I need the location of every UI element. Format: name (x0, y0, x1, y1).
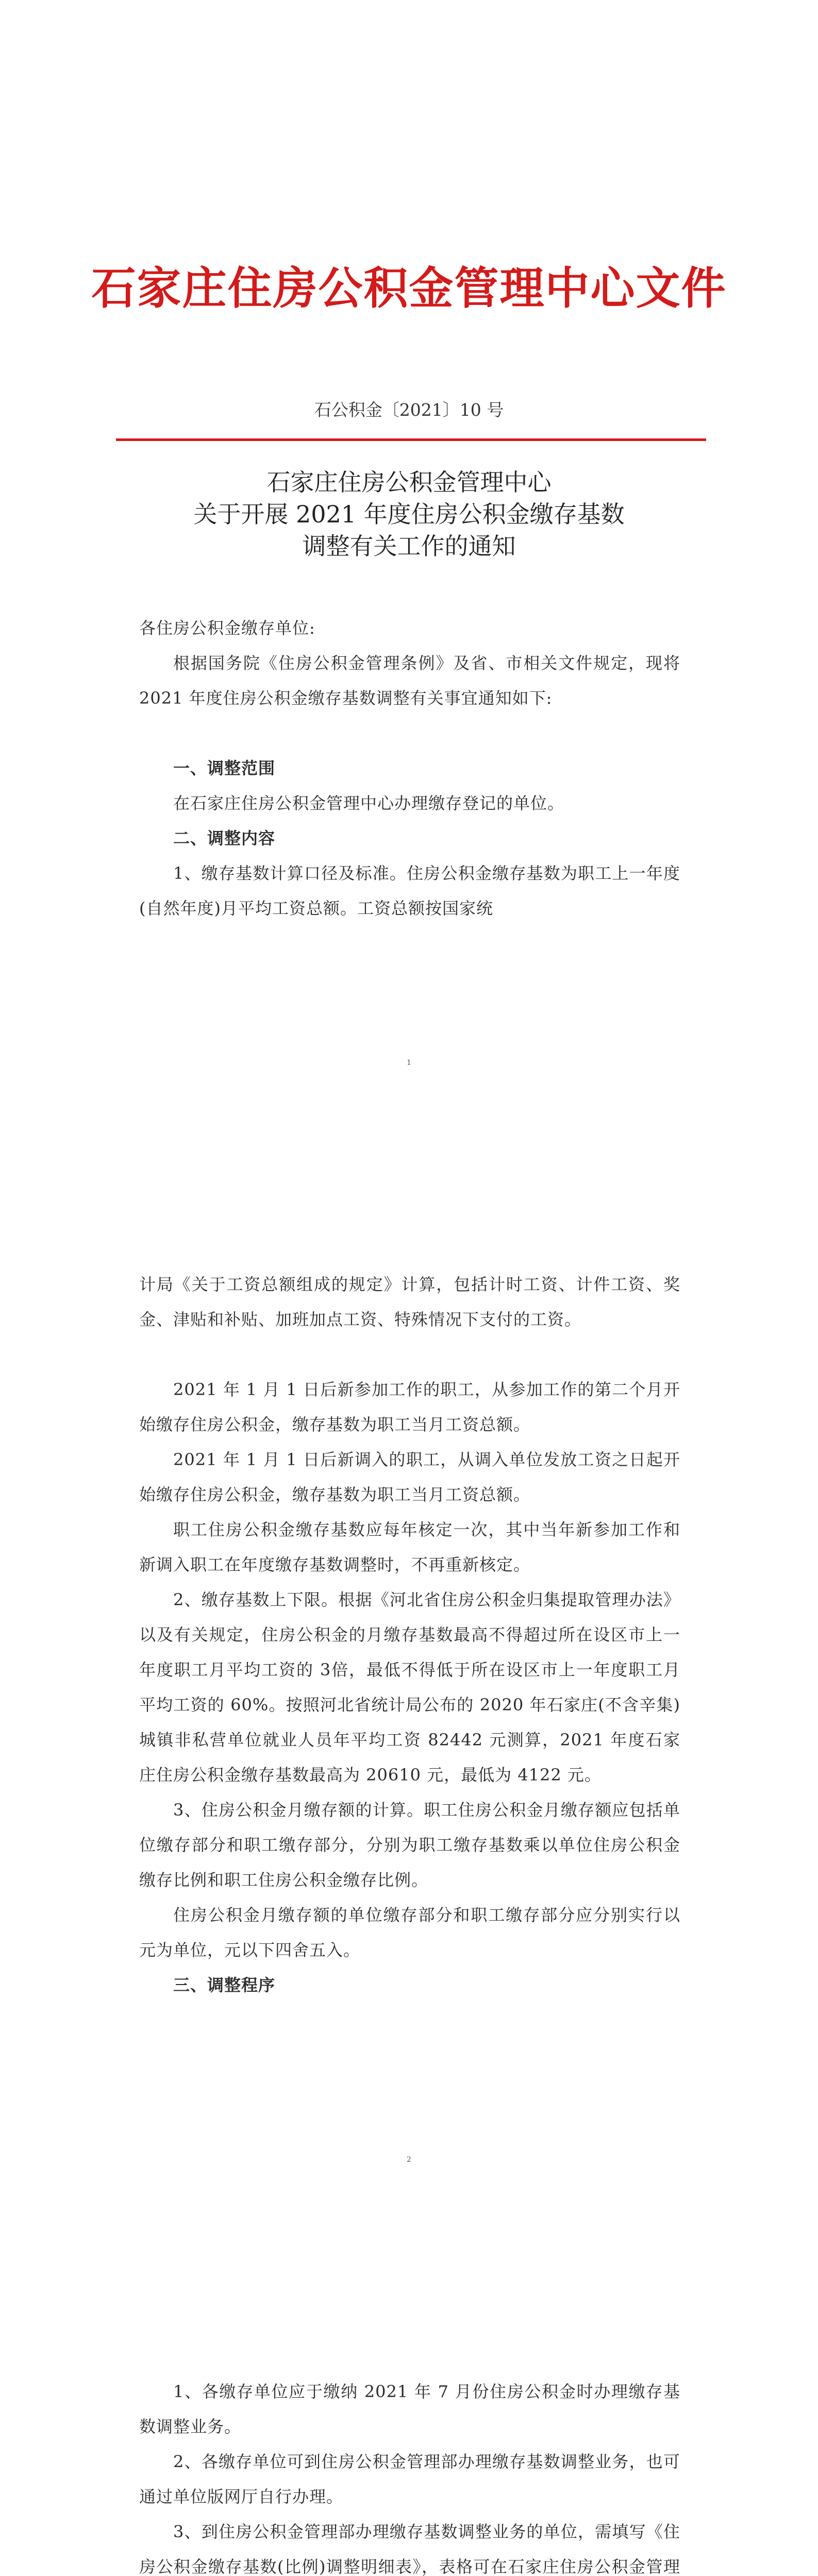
page-3 (0, 2312, 818, 2576)
document-number: 石公积金〔2021〕10 号 (314, 400, 504, 420)
section-3-heading: 三、调整程序 (173, 1975, 276, 1995)
notice-title-line-2: 关于开展 2021 年度住房公积金缴存基数 (193, 500, 625, 528)
red-divider-line (116, 438, 706, 441)
page-number-1: 1 (407, 1059, 411, 1067)
section-3-paragraph-2: 2、各缴存单位可到住房公积金管理部办理缴存基数调整业务，也可通过单位版网厅自行办理。 (139, 2452, 680, 2506)
page-number-2: 2 (407, 2156, 411, 2164)
section-2-paragraph-3: 2021 年 1 月 1 日后新调入的职工，从调入单位发放工资之日起开始缴存住房公积金，缴存基数为职工当月工资总额。 (139, 1450, 680, 1504)
page-1 (0, 0, 818, 1156)
section-1-heading: 一、调整范围 (173, 758, 276, 778)
section-2-paragraph-1-cont: 计局《关于工资总额组成的规定》计算，包括计时工资、计件工资、奖金、津贴和补贴、加班加点工资、特殊情况下支付的工资。 (139, 1275, 680, 1329)
salutation: 各住房公积金缴存单位: (139, 618, 315, 638)
section-2-paragraph-1-start: 1、缴存基数计算口径及标准。住房公积金缴存基数为职工上一年度(自然年度)月平均工资总额。工资总额按国家统 (139, 863, 680, 918)
section-2-paragraph-6: 3、住房公积金月缴存额的计算。职工住房公积金月缴存额应包括单位缴存部分和职工缴存部分，分别为职工缴存基数乘以单位住房公积金缴存比例和职工住房公积金缴存比例。 (139, 1800, 680, 1890)
section-2-heading: 二、调整内容 (173, 828, 276, 848)
section-3-paragraph-3: 3、到住房公积金管理部办理缴存基数调整业务的单位，需填写《住房公积金缴存基数(比例)调整明细表》，表格可在石家庄住房公积金管理 (139, 2522, 680, 2576)
section-2-paragraph-7: 住房公积金月缴存额的单位缴存部分和职工缴存部分应分别实行以元为单位，元以下四舍五入。 (139, 1905, 680, 1960)
notice-title-line-3: 调整有关工作的通知 (302, 532, 516, 560)
notice-title-line-1: 石家庄住房公积金管理中心 (266, 468, 552, 496)
section-2-paragraph-2: 2021 年 1 月 1 日后新参加工作的职工，从参加工作的第二个月开始缴存住房公积金，缴存基数为职工当月工资总额。 (139, 1380, 680, 1434)
intro-paragraph: 根据国务院《住房公积金管理条例》及省、市相关文件规定，现将 2021 年度住房公积金缴存基数调整有关事宜通知如下: (139, 653, 680, 708)
section-1-text: 在石家庄住房公积金管理中心办理缴存登记的单位。 (173, 793, 565, 813)
section-3-paragraph-1: 1、各缴存单位应于缴纳 2021 年 7 月份住房公积金时办理缴存基数调整业务。 (139, 2382, 680, 2436)
red-header-title: 石家庄住房公积金管理中心文件 (91, 263, 727, 314)
page-2 (0, 1156, 818, 2312)
section-2-paragraph-4: 职工住房公积金缴存基数应每年核定一次，其中当年新参加工作和新调入职工在年度缴存基数调整时，不再重新核定。 (139, 1520, 680, 1574)
section-2-paragraph-5: 2、缴存基数上下限。根据《河北省住房公积金归集提取管理办法》以及有关规定，住房公积金的月缴存基数最高不得超过所在设区市上一年度职工月平均工资的 3倍，最低不得低于所在设区市上一年度职工月平均工资的 60%。按照河北省统计局公布的 2020 年石家庄(不含辛集)城镇非私营单位就业人员年平均工资 82442 元测算，2021 年度石家庄住房公积金缴存基数最高为 20610 元，最低为 4122 元。 (139, 1590, 680, 1785)
